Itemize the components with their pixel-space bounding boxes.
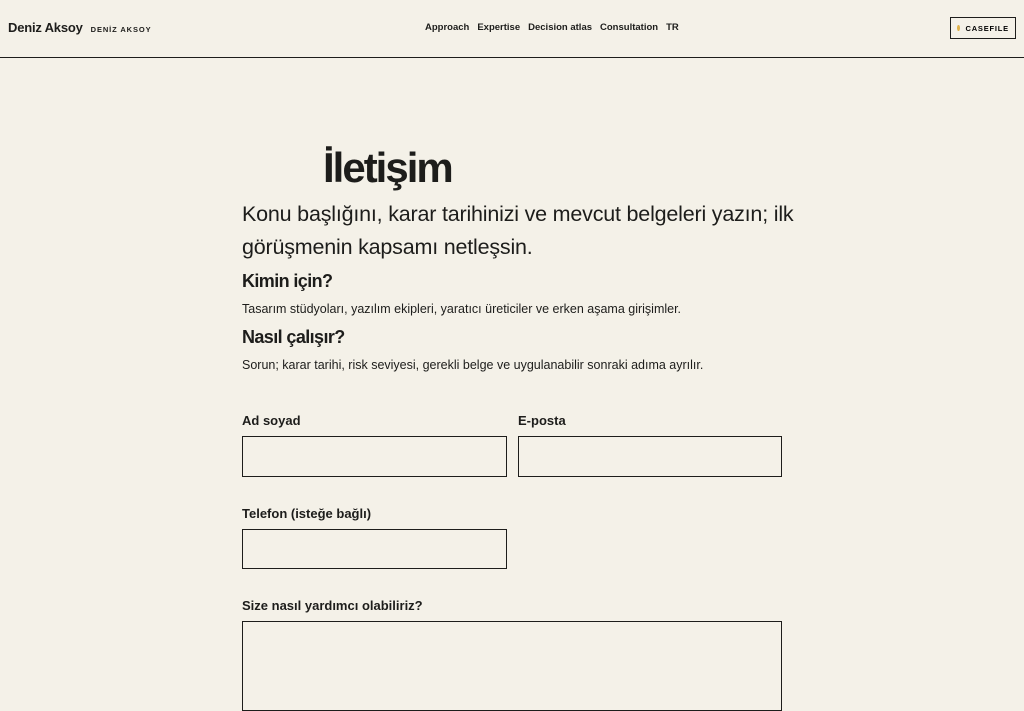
section-heading-process: Nasıl çalışır? bbox=[242, 327, 345, 347]
main-nav bbox=[425, 22, 679, 33]
nav-decision-atlas[interactable]: Decision atlas bbox=[528, 22, 593, 33]
casefile-label: CASEFILE bbox=[965, 23, 1009, 33]
phone-label: Telefon (isteğe bağlı) bbox=[242, 506, 372, 521]
nav-expertise[interactable]: Expertise bbox=[477, 22, 521, 33]
language-switch[interactable]: TR bbox=[666, 22, 679, 33]
page-title: İletişim bbox=[323, 144, 452, 191]
site-header bbox=[0, 0, 1024, 58]
brand-subtitle: DENİZ AKSOY bbox=[90, 25, 152, 34]
casefile-button[interactable] bbox=[950, 17, 1016, 39]
section-heading-audience: Kimin için? bbox=[242, 271, 333, 291]
section-text-process: Sorun; karar tarihi, risk seviyesi, gerekli belge ve uygulanabilir sonraki adıma ayrılır. bbox=[242, 358, 704, 372]
brand[interactable] bbox=[8, 20, 152, 35]
section-text-audience: Tasarım stüdyoları, yazılım ekipleri, yaratıcı üreticiler ve erken aşama girişimler. bbox=[242, 302, 682, 316]
name-label: Ad soyad bbox=[242, 413, 301, 428]
brand-name[interactable]: Deniz Aksoy bbox=[8, 20, 83, 35]
email-label: E-posta bbox=[518, 413, 566, 428]
message-label: Size nasıl yardımcı olabiliriz? bbox=[242, 598, 423, 613]
lead-text: Konu başlığını, karar tarihinizi ve mevcut belgeleri yazın; ilk görüşmenin kapsamı netleşsin. bbox=[242, 202, 794, 259]
email-field[interactable] bbox=[518, 436, 782, 477]
status-dot-icon bbox=[957, 25, 960, 31]
phone-field[interactable] bbox=[242, 529, 507, 569]
nav-approach[interactable]: Approach bbox=[425, 22, 470, 33]
name-field[interactable] bbox=[242, 436, 507, 477]
message-field[interactable] bbox=[242, 621, 782, 711]
nav-consultation[interactable]: Consultation bbox=[600, 22, 659, 33]
